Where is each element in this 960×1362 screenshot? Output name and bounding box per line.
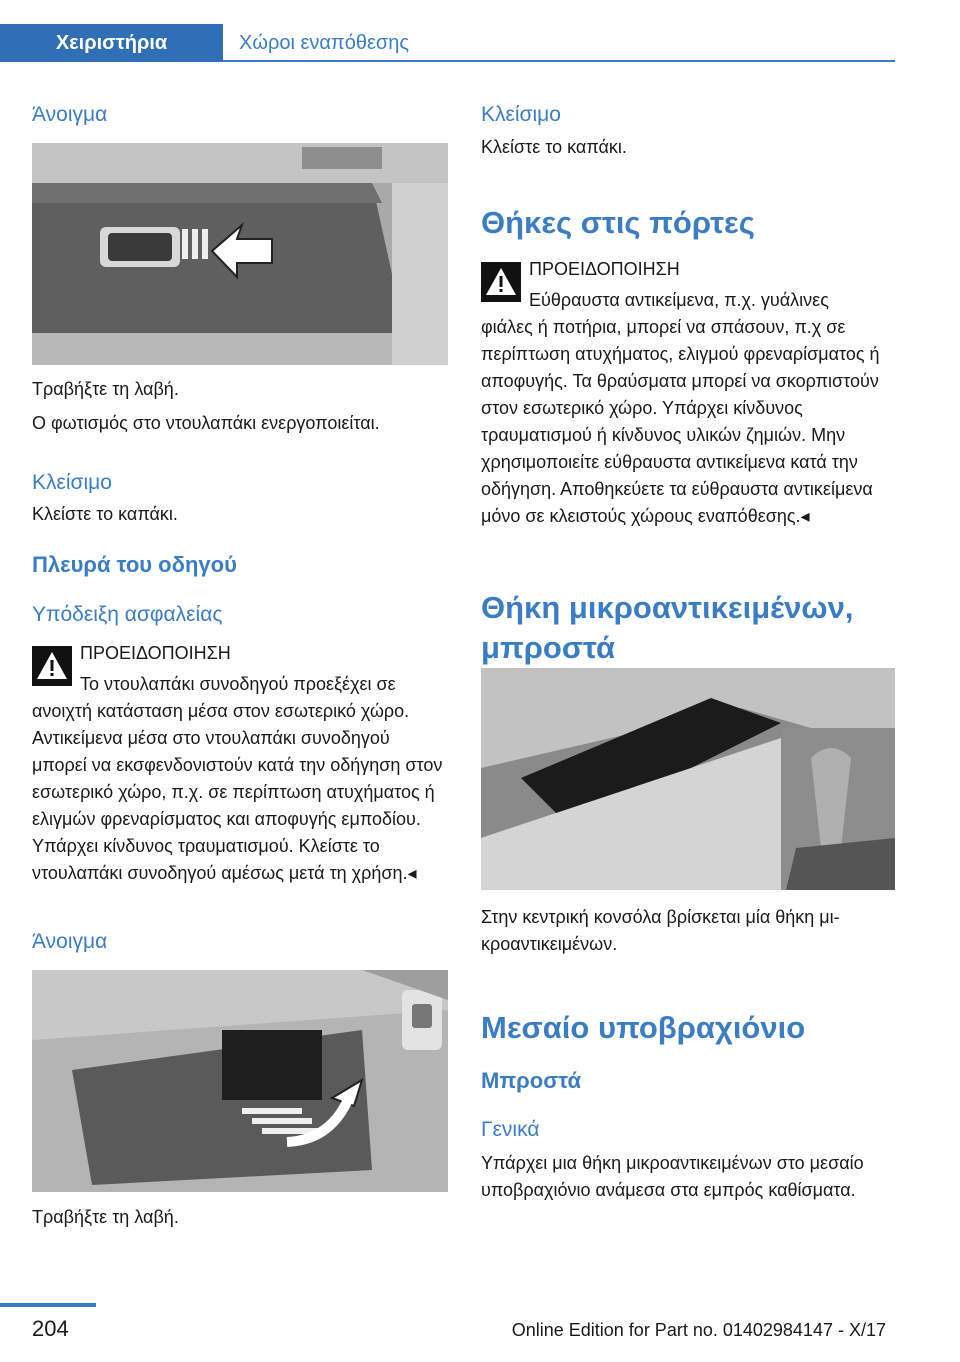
warning-first-line-left: Το ντουλαπάκι συνοδηγού προεξέχει σε xyxy=(80,674,396,694)
heading-opening-2: Άνοιγμα xyxy=(32,930,108,953)
header-bar xyxy=(0,0,960,62)
text-light-on: Ο φωτισμός στο ντουλαπάκι ενεργοποιείται. xyxy=(32,413,380,433)
text-center-console: Στην κεντρική κονσόλα βρίσκεται μία θήκη μικροαντικειμένων. xyxy=(481,907,840,954)
heading-closing-right: Κλείσιμο xyxy=(481,103,561,126)
warning-triangle-icon-right xyxy=(481,262,521,302)
edition-note: Online Edition for Part no. 01402984147 - X/17 xyxy=(511,1320,886,1340)
warning-title-left: ΠΡΟΕΙΔΟΠΟΙΗΣΗ xyxy=(80,643,231,663)
warning-first-line-right: Εύθραυστα αντικείμενα, π.χ. γυάλινες xyxy=(529,290,829,310)
warning-block-left xyxy=(32,640,448,900)
heading-opening-1: Άνοιγμα xyxy=(32,103,108,126)
heading-center-armrest: Μεσαίο υποβραχιόνιο xyxy=(481,1010,806,1045)
warning-block-right xyxy=(481,256,895,546)
page-number: 204 xyxy=(32,1316,69,1341)
glovebox-illustration xyxy=(32,143,448,365)
glovebox-illustration-2 xyxy=(32,970,448,1192)
heading-driver-side: Πλευρά του οδηγού xyxy=(32,552,237,577)
heading-door-pockets: Θήκες στις πόρτες xyxy=(481,205,755,240)
header-divider xyxy=(223,60,895,62)
console-storage-figure xyxy=(481,668,895,890)
tab-controls[interactable]: Χειριστήρια xyxy=(0,24,223,62)
heading-front: Μπροστά xyxy=(481,1068,581,1093)
text-close-lid-right: Κλείστε το καπάκι. xyxy=(481,137,627,157)
text-close-lid-left: Κλείστε το καπάκι. xyxy=(32,504,178,524)
footer-accent-line xyxy=(0,1303,96,1307)
text-pull-handle-2: Τραβήξτε τη λαβή. xyxy=(32,1207,179,1227)
heading-closing-left: Κλείσιμο xyxy=(32,471,112,494)
tab-storage-compartments[interactable]: Χώροι εναπόθεσης xyxy=(239,32,409,54)
warning-text-right: φιάλες ή ποτήρια, μπορεί να σπάσουν, π.χ σε περίπτωση ατυχήματος, ελιγμού φρεναρίσματος ή αποφυγής. Τα θραύσματα μπορεί να σκορπιστούν στον εσωτερικό χώρο. Υπάρχει κίνδυνος τραυματισμού ή κίνδυνος υλικών ζημιών. Μην χρησιμοποιείτε εύθραυστα αντικείμενα κατά την οδήγηση. Αποθηκεύετε τα εύθραυστα αντικείμενα μόνο σε κλειστούς χώρους εναπόθεσης.◂ xyxy=(481,317,880,526)
warning-text-left: ανοιχτή κατάσταση μέσα στον εσωτερικό χώρο. Αντικείμενα μέσα στο ντουλαπάκι συνοδηγού μπορεί να εκσφενδονιστούν κατά την οδήγηση στον εσωτερικό χώρο, π.χ. σε περίπτωση ατυχήματος ή ελιγμών φρεναρίσματος και αποφυγής εμποδίου. Υπάρχει κίνδυνος τραυματισμού. Κλείστε το ντουλαπάκι συνοδηγού αμέσως μετά τη χρήση.◂ xyxy=(32,701,443,883)
console-storage-illustration xyxy=(481,668,895,890)
warning-triangle-icon xyxy=(32,646,72,686)
glovebox-figure-2 xyxy=(32,970,448,1192)
glovebox-figure-1 xyxy=(32,143,448,365)
text-armrest-storage: Υπάρχει μια θήκη μικροαντικειμένων στο μεσαίο υποβραχιόνιο ανάμεσα στα εμπρός καθίσματα. xyxy=(481,1153,864,1200)
heading-small-items-front: Θήκη μικροαντικειμένων, μπροστά xyxy=(481,590,854,665)
heading-safety-note: Υπόδειξη ασφαλείας xyxy=(32,603,223,626)
warning-title-right: ΠΡΟΕΙΔΟΠΟΙΗΣΗ xyxy=(529,259,680,279)
text-pull-handle-1: Τραβήξτε τη λαβή. xyxy=(32,379,179,399)
heading-general: Γενικά xyxy=(481,1118,540,1141)
